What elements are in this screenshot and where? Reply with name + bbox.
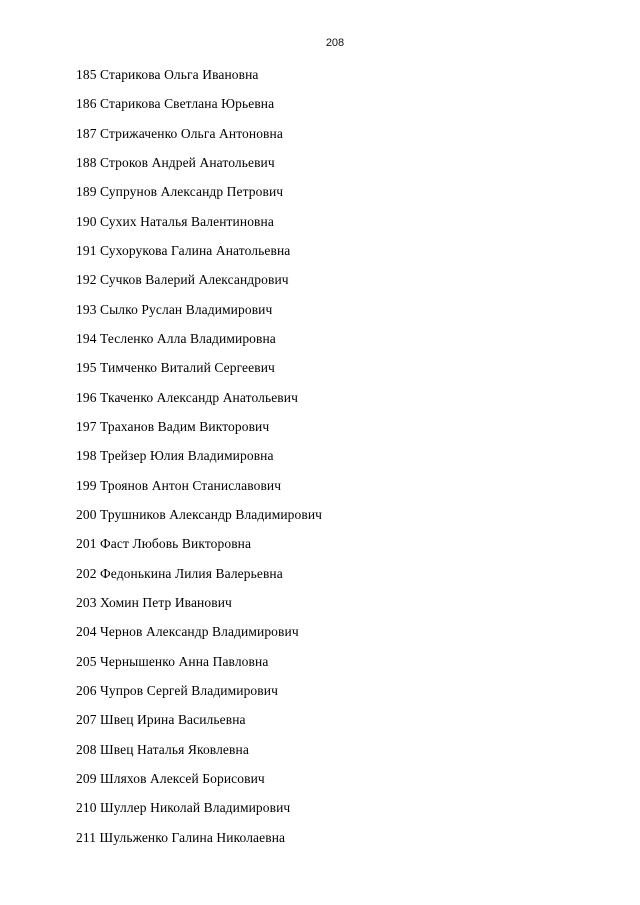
list-item: 203 Хомин Петр Иванович <box>76 594 232 610</box>
list-item: 197 Траханов Вадим Викторович <box>76 418 270 434</box>
list-item: 204 Чернов Александр Владимирович <box>76 624 299 640</box>
list-item: 208 Швец Наталья Яковлевна <box>76 741 249 757</box>
list-item: 188 Строков Андрей Анатольевич <box>76 154 275 170</box>
list-item: 185 Старикова Ольга Ивановна <box>76 67 259 82</box>
list-item: 201 Фаст Любовь Викторовна <box>76 536 252 552</box>
name-list <box>76 64 322 856</box>
list-item: 209 Шляхов Алексей Борисович <box>76 770 265 786</box>
list-item: 190 Сухих Наталья Валентиновна <box>76 213 274 229</box>
list-item: 211 Шульженко Галина Николаевна <box>76 829 286 845</box>
list-item: 194 Тесленко Алла Владимировна <box>76 330 276 346</box>
list-item: 198 Трейзер Юлия Владимировна <box>76 448 274 464</box>
list-item: 196 Ткаченко Александр Анатольевич <box>76 389 298 405</box>
page-number: 208 <box>325 37 345 49</box>
list-item: 207 Швец Ирина Васильевна <box>76 712 246 728</box>
list-item: 187 Стрижаченко Ольга Антоновна <box>76 125 283 141</box>
list-item: 202 Федонькина Лилия Валерьевна <box>76 565 283 581</box>
list-item: 192 Сучков Валерий Александрович <box>76 272 289 288</box>
list-item: 193 Сылко Руслан Владимирович <box>76 301 273 317</box>
list-item: 206 Чупров Сергей Владимирович <box>76 682 278 698</box>
list-item: 200 Трушников Александр Владимирович <box>76 506 323 522</box>
list-item: 195 Тимченко Виталий Сергеевич <box>76 360 275 376</box>
list-item: 205 Чернышенко Анна Павловна <box>76 653 269 669</box>
list-item: 199 Троянов Антон Станиславович <box>76 477 282 493</box>
list-item: 210 Шуллер Николай Владимирович <box>76 800 291 816</box>
list-item: 186 Старикова Светлана Юрьевна <box>76 96 275 112</box>
list-item: 189 Супрунов Александр Петрович <box>76 184 284 200</box>
list-item: 191 Сухорукова Галина Анатольевна <box>76 242 291 258</box>
